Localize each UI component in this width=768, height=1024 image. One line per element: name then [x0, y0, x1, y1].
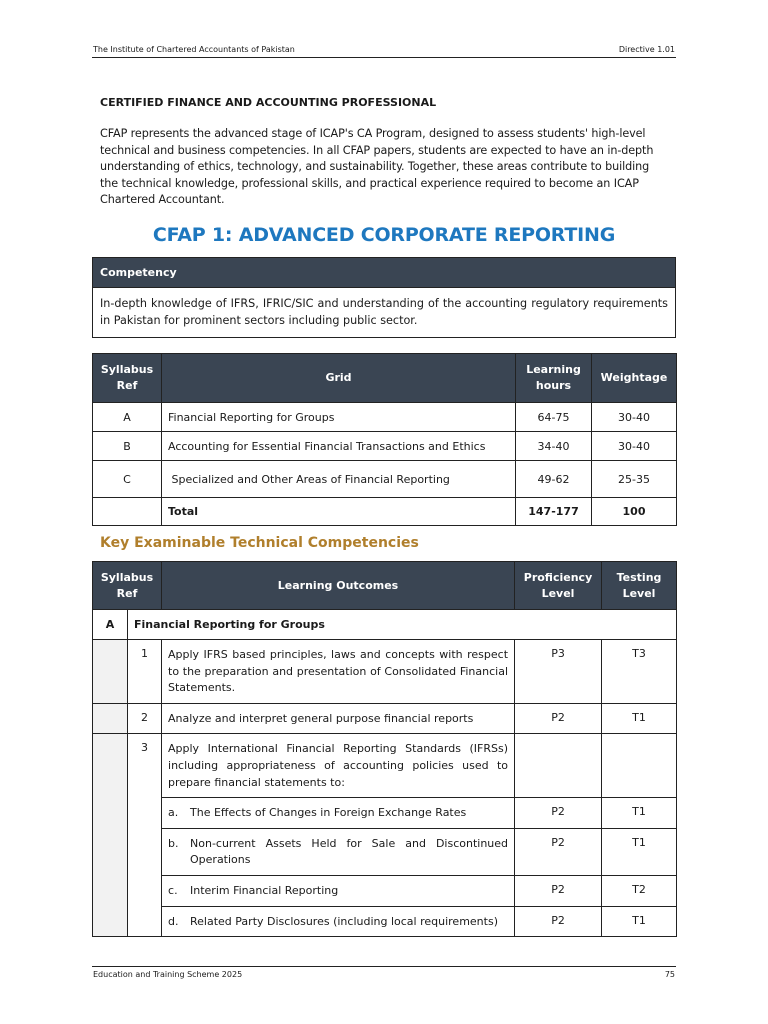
page-footer	[92, 966, 676, 981]
weightage-cell: 30-40	[592, 432, 677, 461]
empty-cell	[93, 703, 128, 734]
grid-table-header-row	[93, 354, 677, 403]
table-row	[93, 734, 677, 798]
sub-outcome	[162, 828, 515, 875]
sub-row	[93, 906, 677, 937]
footer-scheme: Education and Training Scheme 2025	[93, 970, 243, 979]
table-row	[93, 640, 677, 704]
competency-header: Competency	[93, 258, 675, 288]
testing-cell: T3	[602, 640, 677, 704]
sub-marker: d.	[168, 914, 179, 928]
ref-cell: A	[93, 403, 162, 432]
proficiency-cell: P2	[515, 906, 602, 937]
proficiency-cell	[515, 734, 602, 798]
outcome-text: Apply International Financial Reporting Standards (IFRSs) including appropriateness of accounting policies used to prepare financial statements to:	[162, 734, 515, 798]
sub-outcome-text: The Effects of Changes in Foreign Exchange Rates	[190, 806, 467, 820]
ref-cell: C	[93, 461, 162, 498]
proficiency-cell: P2	[515, 703, 602, 734]
intro-paragraph: CFAP represents the advanced stage of ICAP's CA Program, designed to assess students' high-level technical and business competencies. In all CFAP papers, students are expected to have an in-depth understanding of ethics, technology, and sustainability. Together, these areas contribute to building the technical knowledge, professional skills, and practical experience required to become an ICAP Chartered Accountant.	[100, 127, 654, 207]
col-header-weightage: Weightage	[592, 354, 677, 403]
grid-cell: Specialized and Other Areas of Financial Reporting	[162, 461, 516, 498]
testing-cell: T2	[602, 875, 677, 906]
weightage-cell: 30-40	[592, 403, 677, 432]
section-ref: A	[93, 610, 128, 640]
page-number: 75	[664, 970, 675, 979]
learning-outcomes-table	[92, 561, 677, 937]
competency-box	[92, 257, 676, 338]
hours-cell: 64-75	[516, 403, 592, 432]
total-hours: 147-177	[516, 498, 592, 526]
empty-cell	[93, 640, 128, 704]
col-header-proficiency-level: Proficiency Level	[515, 562, 602, 610]
sub-outcome-text: Non-current Assets Held for Sale and Discontinued Operations	[190, 836, 509, 867]
testing-cell: T1	[602, 828, 677, 875]
section-heading: CERTIFIED FINANCE AND ACCOUNTING PROFESSIONAL	[100, 96, 437, 109]
testing-cell: T1	[602, 703, 677, 734]
col-header-learning-outcomes: Learning Outcomes	[162, 562, 515, 610]
header-org-name: The Institute of Chartered Accountants of Pakistan	[93, 45, 295, 54]
empty-cell	[93, 734, 128, 937]
paper-title: CFAP 1: ADVANCED CORPORATE REPORTING	[152, 224, 616, 246]
col-header-grid: Grid	[162, 354, 516, 403]
grid-cell: Financial Reporting for Groups	[162, 403, 516, 432]
total-row	[93, 498, 677, 526]
outcome-text: Apply IFRS based principles, laws and concepts with respect to the preparation and presentation of Consolidated Financial Statements.	[162, 640, 515, 704]
proficiency-cell: P2	[515, 798, 602, 829]
outcome-number: 3	[128, 734, 162, 937]
col-header-learning-hours: Learning hours	[516, 354, 592, 403]
col-header-syllabus-ref: Syllabus Ref	[93, 562, 162, 610]
sub-marker: c.	[168, 883, 178, 897]
outcome-number: 1	[128, 640, 162, 704]
proficiency-cell: P3	[515, 640, 602, 704]
outcome-number: 2	[128, 703, 162, 734]
hours-cell: 34-40	[516, 432, 592, 461]
section-row	[93, 610, 677, 640]
weightage-cell: 25-35	[592, 461, 677, 498]
grid-table	[92, 353, 677, 526]
page-header	[92, 44, 676, 58]
testing-cell: T1	[602, 906, 677, 937]
proficiency-cell: P2	[515, 828, 602, 875]
table-row	[93, 703, 677, 734]
header-directive: Directive 1.01	[618, 45, 675, 54]
empty-cell	[93, 498, 162, 526]
sub-row	[93, 828, 677, 875]
total-weightage: 100	[592, 498, 677, 526]
table-row	[93, 461, 677, 498]
sub-marker: a.	[168, 806, 179, 820]
table-row	[93, 403, 677, 432]
competency-text: In-depth knowledge of IFRS, IFRIC/SIC and understanding of the accounting regulatory requirements in Pakistan for prominent sectors including public sector.	[100, 297, 668, 327]
sub-marker: b.	[168, 836, 179, 850]
sub-row	[93, 798, 677, 829]
sub-outcome	[162, 798, 515, 829]
col-header-syllabus-ref: Syllabus Ref	[93, 354, 162, 403]
testing-cell	[602, 734, 677, 798]
sub-outcome	[162, 875, 515, 906]
key-competencies-heading: Key Examinable Technical Competencies	[100, 535, 419, 551]
col-header-testing-level: Testing Level	[602, 562, 677, 610]
section-title: Financial Reporting for Groups	[128, 610, 677, 640]
sub-row	[93, 875, 677, 906]
grid-cell: Accounting for Essential Financial Transactions and Ethics	[162, 432, 516, 461]
sub-outcome-text: Related Party Disclosures (including local requirements)	[190, 914, 498, 928]
table-row	[93, 432, 677, 461]
hours-cell: 49-62	[516, 461, 592, 498]
outcome-text: Analyze and interpret general purpose financial reports	[162, 703, 515, 734]
testing-cell: T1	[602, 798, 677, 829]
proficiency-cell: P2	[515, 875, 602, 906]
total-label: Total	[162, 498, 516, 526]
sub-outcome-text: Interim Financial Reporting	[190, 883, 339, 897]
ref-cell: B	[93, 432, 162, 461]
lo-table-header-row	[93, 562, 677, 610]
sub-outcome	[162, 906, 515, 937]
